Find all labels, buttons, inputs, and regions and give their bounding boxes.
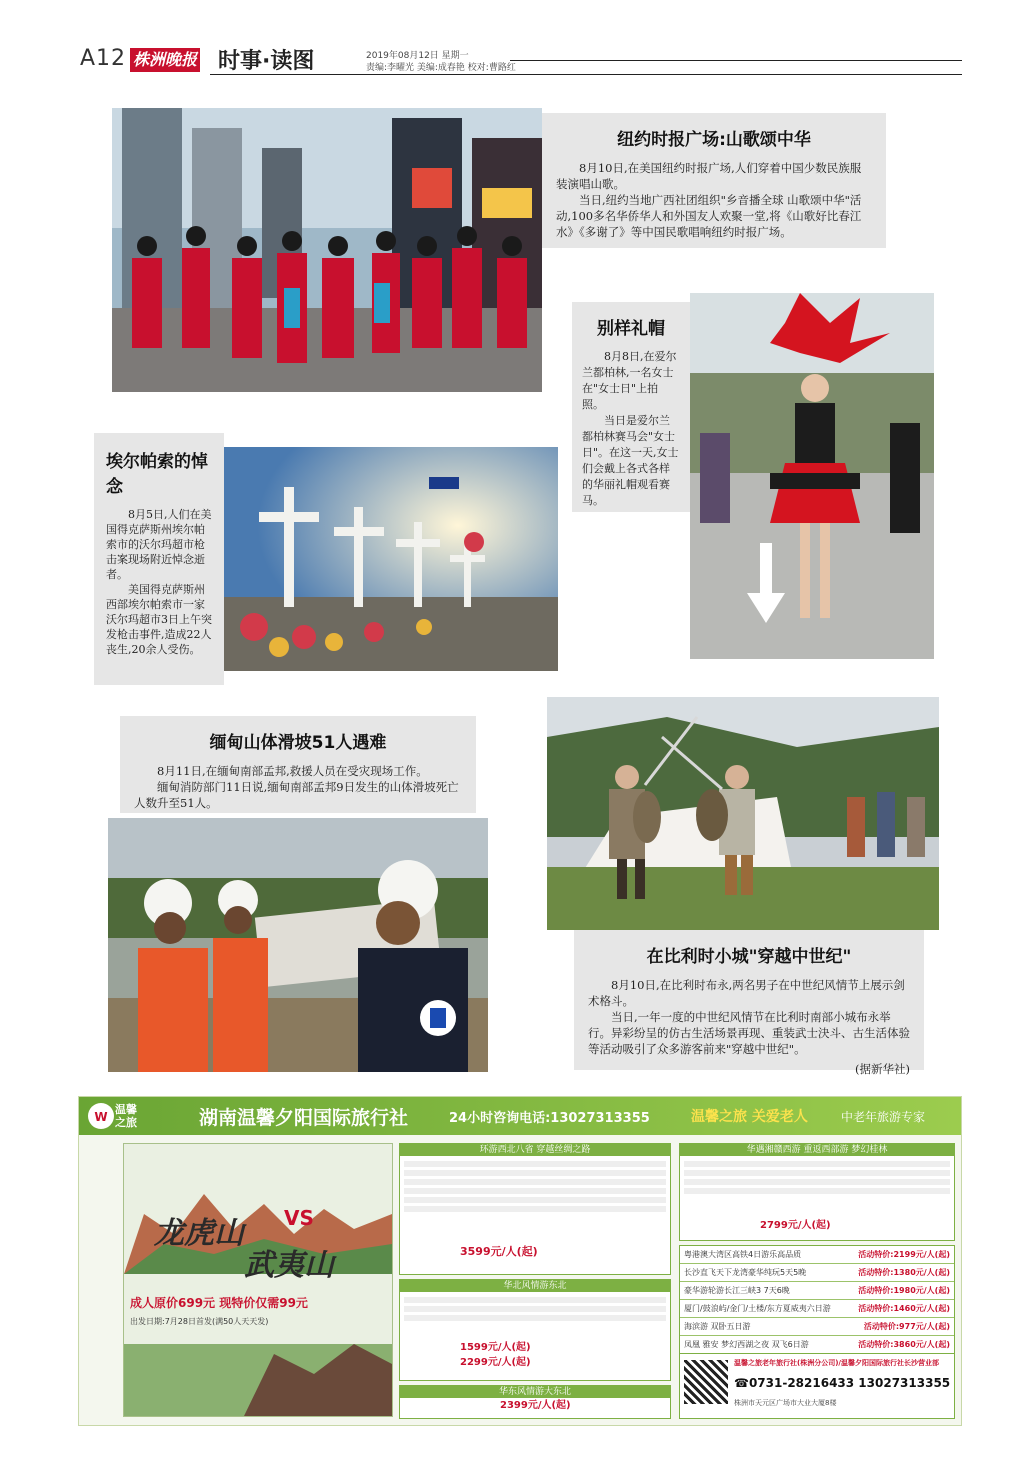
ad-poster [123, 1143, 393, 1417]
panel4-price: 2799元/人(起) [760, 1220, 831, 1231]
contact-address: 株洲市天元区广场市大业大厦8楼 [734, 1399, 837, 1407]
route-row: 凤凰 雅安 梦幻西湖之夜 双飞6日游 活动特价:3860元/人(起) [684, 1340, 950, 1349]
contact-org: 温馨之旅老年旅行社(株洲分公司)/温馨夕阳国际旅行社长沙营业部 [734, 1359, 939, 1367]
ad-tagline: 中老年旅游专家 [841, 1110, 926, 1124]
ad-banner [79, 1097, 961, 1135]
panel2-price2: 2299元/人(起) [460, 1357, 531, 1368]
header-rule-bottom [210, 74, 962, 75]
story5-para2: 当日,一年一度的中世纪风情节在比利时南部小城布永举行。异彩纷呈的仿古生活场景再现、重装武士決斗、古生活体验等活动吸引了众多游客前来"穿越中世纪"。 [588, 1010, 910, 1056]
issue-date: 2019年08月12日 星期一 [366, 51, 469, 61]
story5-title: 在比利时小城"穿越中世纪" [646, 947, 852, 967]
route-row: 海滨游 双卧五日游 活动特价:977元/人(起) [680, 1318, 954, 1336]
story5-para1: 8月10日,在比利时布永,两名男子在中世纪风情节上展示剑术格斗。 [588, 978, 905, 1008]
svg-text:W: W [94, 1110, 108, 1124]
poster-title-wuyi: 武夷山 [244, 1248, 334, 1283]
route-row: 厦门/鼓浪屿/金门/土楼/东方夏威夷六日游 活动特价:1460元/人(起) [680, 1300, 954, 1318]
story4-para1: 8月11日,在缅甸南部孟邦,救援人员在受灾现场工作。 [157, 764, 428, 778]
page-number: A12 [80, 46, 127, 71]
story2-title: 别样礼帽 [597, 319, 665, 339]
poster-departure: 出发日期:7月28日首发(满50人天天发) [130, 1317, 269, 1326]
ad-agency-title: 湖南温馨夕阳国际旅行社 [199, 1107, 409, 1129]
poster-vs: VS [284, 1206, 314, 1230]
panel2-price1: 1599元/人(起) [460, 1342, 531, 1353]
story2-para1: 8月8日,在爱尔兰都柏林,一名女士在"女士日"上拍照。 [582, 350, 677, 411]
panel1-price: 3599元/人(起) [460, 1245, 538, 1258]
story3-para2: 美国得克萨斯州西部埃尔帕索市一家沃尔玛超市3日上午突发枪击事件,造成22人丧生,20余人受伤。 [106, 583, 212, 656]
ad-hotline: 24小时咨询电话:13027313355 [449, 1111, 650, 1126]
contact-phone: ☎0731-28216433 13027313355 [734, 1376, 951, 1390]
story2-caption [572, 302, 690, 512]
route-row: 粤港澳大湾区高铁4日游乐高品质 活动特价:2199元/人(起) [680, 1246, 954, 1264]
header-rule [510, 60, 962, 61]
story1-para2: 当日,纽约当地广西社团组织"乡音播全球 山歌颂中华"活动,100多名华侨华人和外国友人欢聚一堂,将《山歌好比春江水》《多谢了》等中国民歌唱响纽约时报广场。 [556, 193, 862, 239]
poster-price: 成人原价699元 现特价仅需99元 [130, 1296, 308, 1310]
travel-advertisement [78, 1096, 962, 1426]
ladies-day-photo [690, 293, 934, 659]
panel2-body [400, 1292, 670, 1340]
story1-para1: 8月10日,在美国纽约时报广场,人们穿着中国少数民族服装演唱山歌。 [556, 161, 862, 191]
ad-contact-box [679, 1353, 955, 1419]
news-source: (据新华社) [855, 1062, 910, 1076]
panel4-heading: 华遇湘赣西游 重返西部游 梦幻桂林 [680, 1144, 954, 1156]
panel4-body [680, 1156, 954, 1218]
page-header [0, 0, 1031, 80]
story5-caption [574, 930, 924, 1076]
times-square-photo [112, 108, 542, 392]
story4-caption [120, 716, 476, 813]
panel1-heading: 环游西北八省 穿越丝绸之路 [400, 1144, 670, 1156]
section-title: 时事·读图 [218, 49, 315, 74]
ad-route-list [679, 1245, 955, 1354]
newspaper-logo: 株洲晚报 [130, 48, 200, 72]
story2-para2: 当日是爱尔兰都柏林赛马会"女士日"。在这一天,女士们会戴上各式各样的华丽礼帽观看赛马。 [582, 414, 679, 507]
panel1-body [400, 1156, 670, 1244]
ad-brand-name: 温馨之旅 [115, 1103, 137, 1129]
story4-para2: 缅甸消防部门11日说,缅甸南部孟邦9日发生的山体滑坡死亡人数升至51人。 [134, 780, 459, 810]
qr-code-icon [684, 1360, 728, 1404]
ad-panel-northwest [399, 1143, 671, 1275]
story4-title: 缅甸山体滑坡51人遇难 [209, 733, 387, 753]
ad-panel-west [679, 1143, 955, 1241]
ad-panel-north [399, 1279, 671, 1381]
panel2-heading: 华北风情游东北 [400, 1280, 670, 1292]
panel3-price: 2399元/人(起) [500, 1400, 571, 1411]
medieval-festival-photo [547, 697, 939, 930]
story3-para1: 8月5日,人们在美国得克萨斯州埃尔帕索市的沃尔玛超市枪击案现场附近悼念逝者。 [106, 508, 212, 581]
story1-caption [542, 113, 886, 248]
myanmar-rescue-photo [108, 818, 488, 1072]
ad-slogan: 温馨之旅 关爱老人 [691, 1109, 808, 1125]
story3-title: 埃尔帕索的悼念 [106, 452, 208, 497]
editor-credits: 责编:李曜光 美编:成春艳 校对:曹路红 [366, 63, 516, 73]
route-row: 长沙直飞天下龙湾豪华纯玩5天5晚 活动特价:1380元/人(起) [680, 1264, 954, 1282]
story1-title: 纽约时报广场:山歌颂中华 [617, 130, 811, 150]
el-paso-memorial-photo [224, 447, 558, 671]
route-row: 豪华游轮游长江三峡3 7天6晚 活动特价:1980元/人(起) [680, 1282, 954, 1300]
poster-title-longhu: 龙虎山 [154, 1216, 244, 1251]
ad-panel-east [399, 1385, 671, 1419]
story3-caption [94, 433, 224, 685]
panel3-heading: 华东风情游大东北 [400, 1386, 670, 1398]
